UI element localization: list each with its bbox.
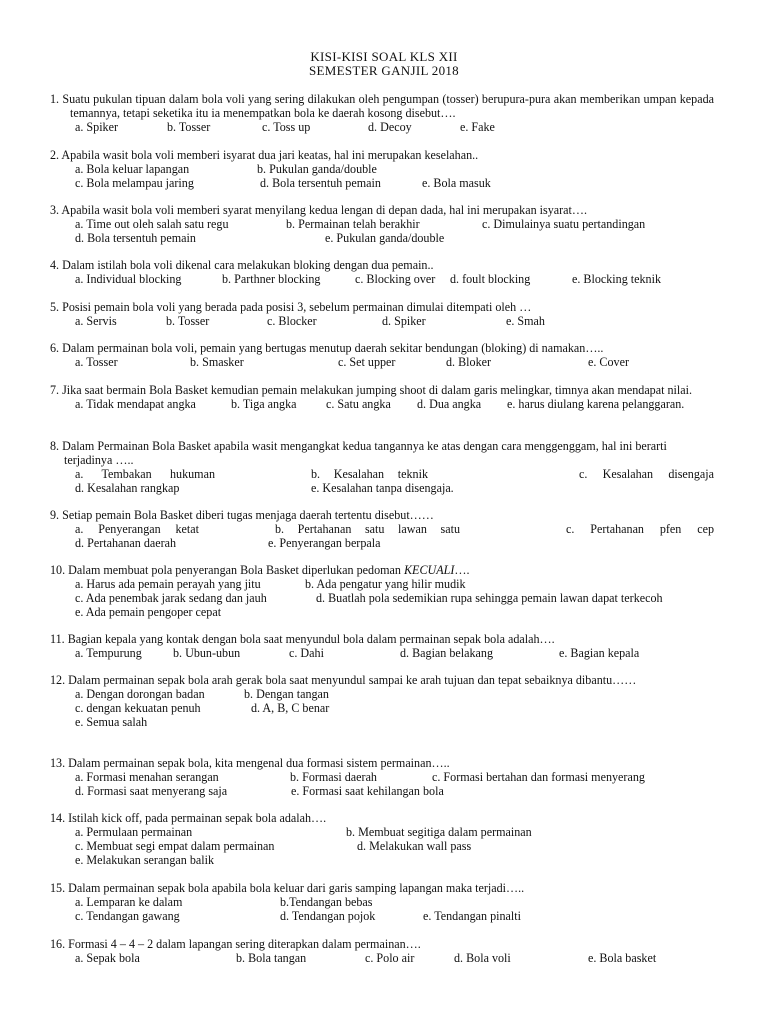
question-stem: 11. Bagian kepala yang kontak dengan bola saat menyundul bola dalam permainan sepak bola adalah…. (50, 632, 555, 646)
stem-emphasis: KECUALI (403, 563, 455, 577)
option-b: b. Kesalahan teknik (311, 467, 428, 481)
option-b: b. Parthner blocking (222, 272, 321, 286)
options-row (50, 909, 714, 923)
option-a: a. Servis (75, 314, 117, 328)
options-row (50, 314, 714, 328)
question-stem: 16. Formasi 4 – 4 – 2 dalam lapangan sering diterapkan dalam permainan…. (50, 937, 421, 951)
option-e: e. Bagian kepala (559, 646, 640, 660)
options-row (50, 120, 714, 134)
stem-text: 10. Dalam membuat pola penyerangan Bola Basket diperlukan pedoman (50, 563, 404, 577)
options-row (50, 605, 714, 619)
question-stem (50, 563, 714, 577)
option-e: e. Blocking teknik (572, 272, 662, 286)
options-row (50, 536, 714, 550)
options-row (50, 701, 714, 715)
option-c: c. Membuat segi empat dalam permainan (75, 839, 275, 853)
option-d: d. Melakukan wall pass (357, 839, 472, 853)
option-d: d. Bagian belakang (400, 646, 494, 660)
options-row (50, 217, 714, 231)
option-d: d. A, B, C benar (251, 701, 330, 715)
option-b: b. Ubun-ubun (173, 646, 241, 660)
option-e: e. Ada pemain pengoper cepat (75, 605, 222, 619)
question-9 (50, 508, 714, 550)
option-a: a. Tembakan hukuman (75, 467, 215, 481)
option-b: b. Dengan tangan (244, 687, 329, 701)
option-b: b. Permainan telah berakhir (286, 217, 420, 231)
option-a: a. Individual blocking (75, 272, 182, 286)
option-e: e. Bola basket (588, 951, 657, 965)
question-stem: 9. Setiap pemain Bola Basket diberi tugas menjaga daerah tertentu disebut…… (50, 508, 434, 522)
stem-ellipsis: …. (454, 563, 470, 577)
options-row (50, 522, 714, 536)
option-c: c. Polo air (365, 951, 415, 965)
options-row (50, 951, 714, 965)
option-a: a. Spiker (75, 120, 118, 134)
option-a: a. Formasi menahan serangan (75, 770, 219, 784)
option-c: c. Blocking over (355, 272, 436, 286)
question-8 (50, 439, 714, 495)
option-d: d. Bola tersentuh pemain (260, 176, 381, 190)
option-a: a. Penyerangan ketat (75, 522, 199, 536)
options-row (50, 397, 714, 411)
option-d: d. Bloker (446, 355, 492, 369)
option-d: d. Formasi saat menyerang saja (75, 784, 228, 798)
question-stem: 15. Dalam permainan sepak bola apabila bola keluar dari garis samping lapangan maka terjadi….. (50, 881, 525, 895)
options-row (50, 162, 714, 176)
option-c: c. Bola melampau jaring (75, 176, 194, 190)
option-c: c. Toss up (262, 120, 311, 134)
question-2 (50, 148, 714, 190)
question-11 (50, 632, 714, 660)
question-3 (50, 203, 714, 245)
options-row (50, 176, 714, 190)
options-row (50, 687, 714, 701)
option-c: c. Pertahanan pfen cep (566, 522, 714, 536)
options-row (50, 272, 714, 286)
question-stem: 13. Dalam permainan sepak bola, kita mengenal dua formasi sistem permainan….. (50, 756, 450, 770)
option-c: c. Set upper (338, 355, 396, 369)
option-d: d. Kesalahan rangkap (75, 481, 180, 495)
options-row (50, 591, 714, 605)
question-5 (50, 300, 714, 328)
option-d: d. Buatlah pola sedemikian rupa sehingga pemain lawan dapat terkecoh (316, 591, 663, 605)
option-b: b. Tiga angka (231, 397, 297, 411)
option-b: b. Formasi daerah (290, 770, 377, 784)
option-d: d. foult blocking (450, 272, 531, 286)
options-row (50, 481, 714, 495)
option-e: e. Penyerangan berpala (268, 536, 381, 550)
option-b: b. Pukulan ganda/double (257, 162, 377, 176)
options-row (50, 577, 714, 591)
options-row (50, 231, 714, 245)
options-row (50, 853, 714, 867)
option-b: b. Membuat segitiga dalam permainan (346, 825, 532, 839)
option-e: e. harus diulang karena pelanggaran. (507, 397, 685, 411)
option-d: d. Tendangan pojok (280, 909, 376, 923)
option-c: c. Tendangan gawang (75, 909, 180, 923)
option-b: b.Tendangan bebas (280, 895, 373, 909)
option-a: a. Lemparan ke dalam (75, 895, 183, 909)
question-stem: 5. Posisi pemain bola voli yang berada pada posisi 3, sebelum permainan dimulai ditempati oleh … (50, 300, 532, 314)
question-4 (50, 258, 714, 286)
option-e: e. Fake (460, 120, 495, 134)
question-14 (50, 811, 714, 867)
question-stem: 6. Dalam permainan bola voli, pemain yang bertugas menutup daerah sekitar bendungan (bloking) di namakan….. (50, 341, 604, 355)
options-row (50, 784, 714, 798)
question-15 (50, 881, 714, 923)
option-c: c. Kesalahan disengaja (579, 467, 714, 481)
option-e: e. Semua salah (75, 715, 148, 729)
question-stem: 12. Dalam permainan sepak bola arah gerak bola saat menyundul sampai ke arah tujuan dan tepat sebaiknya dibantu…… (50, 673, 637, 687)
option-e: e. Bola masuk (422, 176, 491, 190)
question-stem: 4. Dalam istilah bola voli dikenal cara melakukan bloking dengan dua pemain.. (50, 258, 434, 272)
options-row (50, 715, 714, 729)
question-stem: 7. Jika saat bermain Bola Basket kemudian pemain melakukan jumping shoot di dalam garis melingkar, timnya akan mendapat nilai. (50, 383, 693, 397)
doc-subtitle: SEMESTER GANJIL 2018 (309, 63, 459, 78)
option-b: b. Smasker (190, 355, 244, 369)
option-c: c. Dahi (289, 646, 324, 660)
option-a: a. Harus ada pemain perayah yang jitu (75, 577, 261, 591)
option-d: d. Decoy (368, 120, 412, 134)
question-12 (50, 673, 714, 729)
options-row (50, 825, 714, 839)
option-a: a. Dengan dorongan badan (75, 687, 205, 701)
question-stem: 3. Apabila wasit bola voli memberi syarat menyilang kedua lengan di depan dada, hal ini merupakan isyarat…. (50, 203, 588, 217)
option-e: e. Cover (588, 355, 629, 369)
question-10 (50, 563, 714, 619)
options-row (50, 770, 714, 784)
option-a: a. Bola keluar lapangan (75, 162, 190, 176)
option-d: d. Dua angka (417, 397, 482, 411)
options-row (50, 839, 714, 853)
question-16 (50, 937, 714, 965)
option-b: b. Pertahanan satu lawan satu (275, 522, 460, 536)
option-e: e. Smah (506, 314, 545, 328)
question-1 (50, 92, 714, 134)
option-b: b. Bola tangan (236, 951, 307, 965)
option-e: e. Tendangan pinalti (423, 909, 522, 923)
option-e: e. Melakukan serangan balik (75, 853, 215, 867)
option-a: a. Sepak bola (75, 951, 140, 965)
option-a: a. Tempurung (75, 646, 142, 660)
option-c: c. Formasi bertahan dan formasi menyerang (432, 770, 645, 784)
option-d: d. Spiker (382, 314, 426, 328)
option-e: e. Kesalahan tanpa disengaja. (311, 481, 454, 495)
option-e: e. Formasi saat kehilangan bola (291, 784, 444, 798)
option-a: a. Permulaan permainan (75, 825, 193, 839)
question-stem: 8. Dalam Permainan Bola Basket apabila wasit mengangkat kedua tangannya ke atas dengan cara menggenggam, hal ini berarti terjadinya ….. (50, 439, 667, 467)
option-c: c. Satu angka (326, 397, 391, 411)
option-c: c. Dimulainya suatu pertandingan (482, 217, 646, 231)
option-a: a. Tidak mendapat angka (75, 397, 196, 411)
options-row (50, 646, 714, 660)
doc-title: KISI-KISI SOAL KLS XII (310, 49, 458, 64)
option-c: c. Ada penembak jarak sedang dan jauh (75, 591, 267, 605)
option-d: d. Bola voli (454, 951, 511, 965)
option-c: c. dengan kekuatan penuh (75, 701, 201, 715)
question-7 (50, 383, 714, 411)
question-13 (50, 756, 714, 798)
question-stem: 14. Istilah kick off, pada permainan sepak bola adalah…. (50, 811, 327, 825)
option-e: e. Pukulan ganda/double (325, 231, 445, 245)
option-c: c. Blocker (267, 314, 317, 328)
option-b: b. Tosser (167, 120, 211, 134)
options-row (50, 895, 714, 909)
option-a: a. Time out oleh salah satu regu (75, 217, 229, 231)
question-stem: 2. Apabila wasit bola voli memberi isyarat dua jari keatas, hal ini merupakan keselahan.. (50, 148, 479, 162)
options-row (50, 467, 714, 481)
option-b: b. Tosser (166, 314, 210, 328)
question-6 (50, 341, 714, 369)
option-d: d. Pertahanan daerah (75, 536, 177, 550)
question-stem: 1. Suatu pukulan tipuan dalam bola voli yang sering dilakukan oleh pengumpan (tosser) berupura-pura akan memberikan umpan kepada temannya, tetapi seketika itu ia menempatkan bola ke daerah kosong disebut…. (50, 92, 714, 120)
option-b: b. Ada pengatur yang hilir mudik (305, 577, 466, 591)
option-a: a. Tosser (75, 355, 118, 369)
options-row (50, 355, 714, 369)
option-d: d. Bola tersentuh pemain (75, 231, 196, 245)
